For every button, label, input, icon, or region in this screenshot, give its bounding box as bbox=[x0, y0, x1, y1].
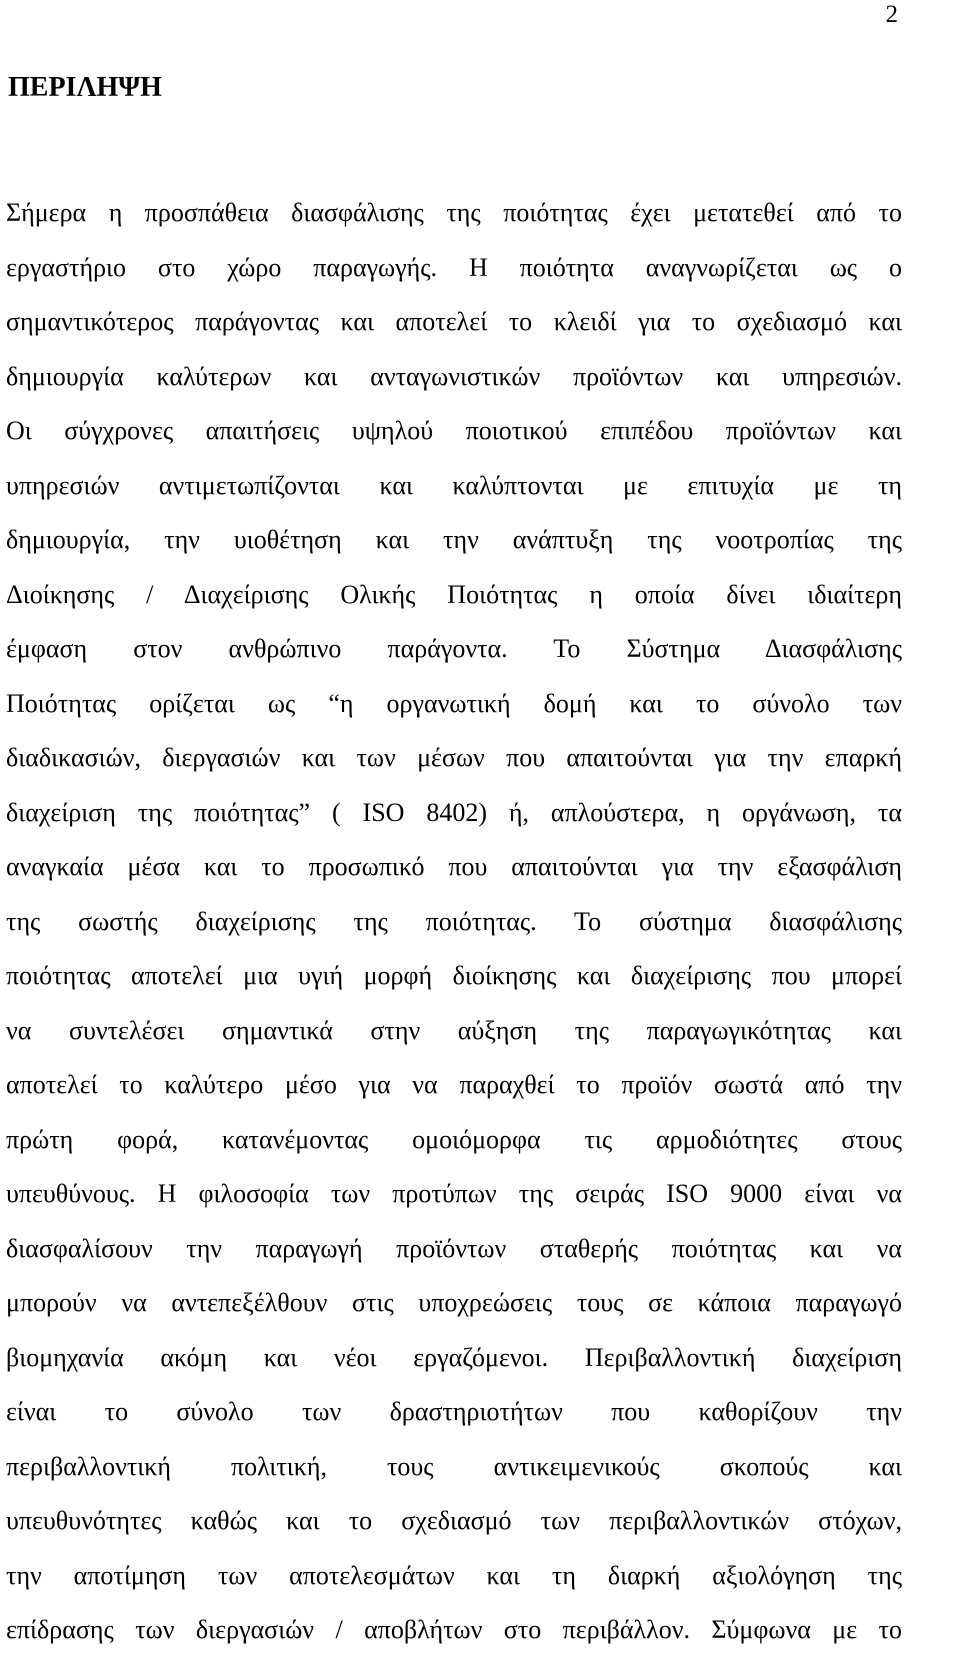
paragraph-line: βιομηχανία ακόμη και νέοι εργαζόμενοι. Περιβαλλοντική διαχείριση bbox=[6, 1342, 902, 1372]
section-heading: ΠΕΡΙΛΗΨΗ bbox=[8, 72, 162, 103]
paragraph-line: διαχείριση της ποιότητας” ( ISO 8402) ή, απλούστερα, η οργάνωση, τα bbox=[6, 797, 902, 827]
paragraph-line: Οι σύγχρονες απαιτήσεις υψηλού ποιοτικού επιπέδου προϊόντων και bbox=[6, 416, 902, 445]
paragraph-line: ποιότητας αποτελεί μια υγιή μορφή διοίκησης και διαχείρισης που μπορεί bbox=[6, 961, 902, 990]
paragraph-line: υπευθυνότητες καθώς και το σχεδιασμό των περιβαλλοντικών στόχων, bbox=[6, 1506, 902, 1535]
paragraph-line: να συντελέσει σημαντικά στην αύξηση της παραγωγικότητας και bbox=[6, 1015, 902, 1045]
paragraph-line: της σωστής διαχείρισης της ποιότητας. Το σύστημα διασφάλισης bbox=[6, 906, 902, 936]
paragraph-line: σημαντικότερος παράγοντας και αποτελεί το κλειδί για το σχεδιασμό και bbox=[6, 307, 902, 336]
paragraph-line: Σήμερα η προσπάθεια διασφάλισης της ποιότητας έχει μετατεθεί από το bbox=[6, 198, 902, 227]
paragraph-line: Διοίκησης / Διαχείρισης Ολικής Ποιότητας η οποία δίνει ιδιαίτερη bbox=[6, 579, 902, 609]
paragraph-line: Ποιότητας ορίζεται ως “η οργανωτική δομή και το σύνολο των bbox=[6, 688, 902, 718]
paragraph-line: αναγκαία μέσα και το προσωπικό που απαιτούνται για την εξασφάλιση bbox=[6, 852, 902, 881]
paragraph-line: την αποτίμηση των αποτελεσμάτων και τη διαρκή αξιολόγηση της bbox=[6, 1560, 902, 1590]
paragraph-line: διασφαλίσουν την παραγωγή προϊόντων σταθερής ποιότητας και να bbox=[6, 1233, 902, 1263]
paragraph-line: δημιουργία καλύτερων και ανταγωνιστικών προϊόντων και υπηρεσιών. bbox=[6, 361, 902, 391]
paragraph-line: υπηρεσιών αντιμετωπίζονται και καλύπτονται με επιτυχία με τη bbox=[6, 470, 902, 500]
paragraph-line: εργαστήριο στο χώρο παραγωγής. Η ποιότητα αναγνωρίζεται ως ο bbox=[6, 252, 902, 282]
paragraph-line: υπευθύνους. Η φιλοσοφία των προτύπων της σειράς ISO 9000 είναι να bbox=[6, 1179, 902, 1208]
paragraph-line: είναι το σύνολο των δραστηριοτήτων που καθορίζουν την bbox=[6, 1397, 902, 1426]
summary-paragraph bbox=[6, 186, 902, 1658]
paragraph-line: πρώτη φορά, κατανέμοντας ομοιόμορφα τις αρμοδιότητες στους bbox=[6, 1124, 902, 1154]
paragraph-line: έμφαση στον ανθρώπινο παράγοντα. Το Σύστημα Διασφάλισης bbox=[6, 634, 902, 663]
page-number: 2 bbox=[885, 1, 898, 28]
paragraph-line: επίδρασης των διεργασιών / αποβλήτων στο περιβάλλον. Σύμφωνα με το bbox=[6, 1615, 902, 1644]
paragraph-line: μπορούν να αντεπεξέλθουν στις υποχρεώσεις τους σε κάποια παραγωγό bbox=[6, 1288, 902, 1317]
paragraph-line: διαδικασιών, διεργασιών και των μέσων που απαιτούνται για την επαρκή bbox=[6, 743, 902, 772]
paragraph-line: αποτελεί το καλύτερο μέσο για να παραχθεί το προϊόν σωστά από την bbox=[6, 1070, 902, 1099]
paragraph-line: περιβαλλοντική πολιτική, τους αντικειμενικούς σκοπούς και bbox=[6, 1451, 902, 1481]
paragraph-line: δημιουργία, την υιοθέτηση και την ανάπτυξη της νοοτροπίας της bbox=[6, 525, 902, 554]
